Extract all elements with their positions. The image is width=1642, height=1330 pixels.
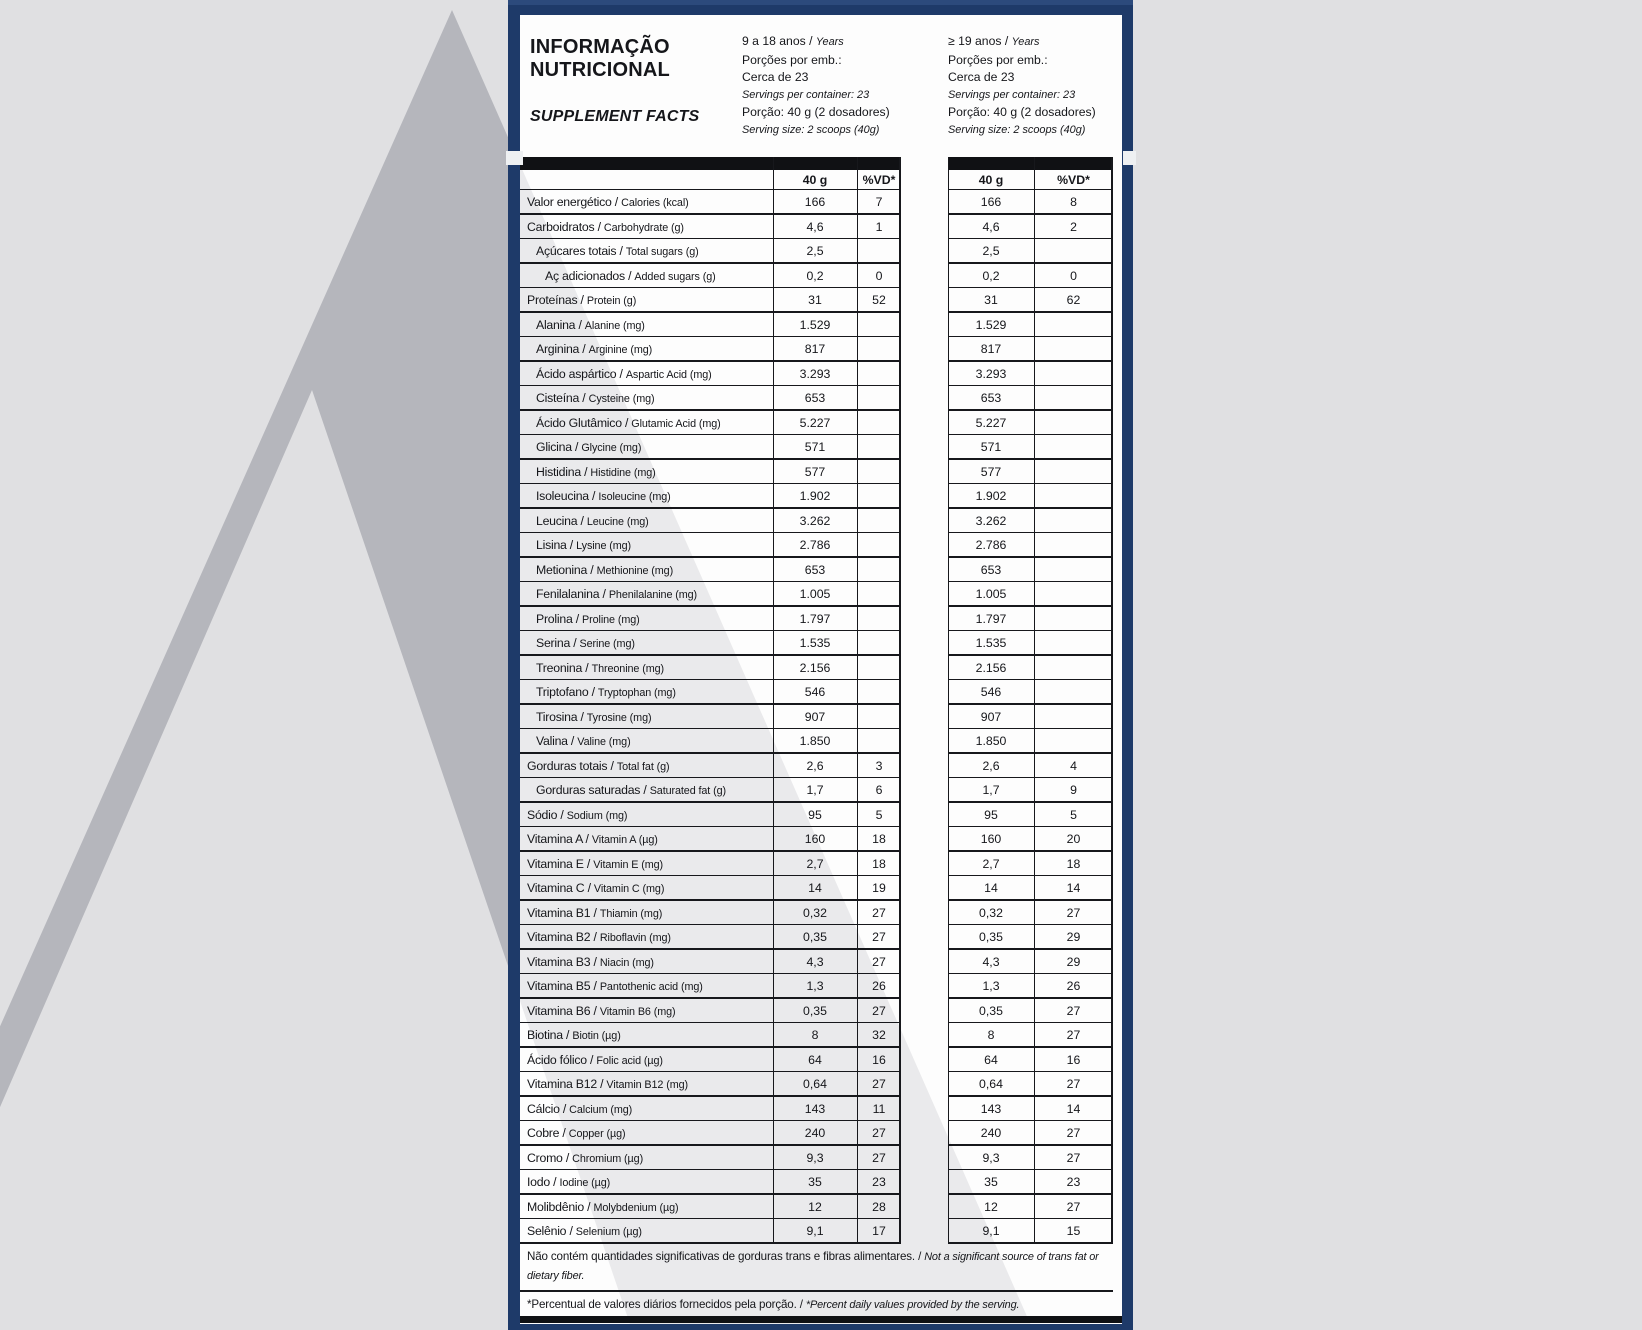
cell-dv-19plus: 0 <box>1070 268 1077 283</box>
cell-amount-19plus: 546 <box>980 685 1002 699</box>
row-label: Prolina / Proline (mg) <box>536 611 640 626</box>
cell-amount-19plus: 166 <box>980 195 1002 209</box>
cell-amount-19plus: 2.156 <box>975 660 1007 675</box>
table-row <box>520 852 1122 877</box>
footnote-trans-fat: Não contém quantidades significativas de gorduras trans e fibras alimentares. / Not a significant source of trans fat or dietary fiber. <box>527 1250 1099 1282</box>
cell-dv-19plus: 5 <box>1070 807 1077 822</box>
table-row <box>520 827 1122 852</box>
cell-amount-19plus: 653 <box>980 391 1002 405</box>
table-bottom-border-group2 <box>948 1242 1113 1244</box>
cell-dv-19plus: 20 <box>1066 832 1081 846</box>
col-header-amount-group1: 40 g <box>802 173 828 187</box>
row-label: Vitamina B12 / Vitamin B12 (mg) <box>527 1077 689 1091</box>
table-row <box>520 558 1122 583</box>
row-label: Carboidratos / Carbohydrate (g) <box>527 219 684 234</box>
cell-dv-19plus: 27 <box>1066 1077 1081 1091</box>
table-row <box>520 533 1122 558</box>
cell-amount-19plus: 1,3 <box>982 979 1000 993</box>
col-header-dv-group2: %VD* <box>1057 173 1090 187</box>
label-bottom-frame <box>520 1316 1122 1323</box>
cell-amount-9-18: 143 <box>804 1101 826 1116</box>
cell-amount-19plus: 12 <box>984 1199 998 1214</box>
row-label: Cálcio / Calcium (mg) <box>527 1101 633 1116</box>
cell-amount-19plus: 3.293 <box>975 366 1007 381</box>
cell-amount-19plus: 907 <box>980 709 1002 724</box>
cell-dv-9-18: 52 <box>872 293 886 307</box>
table-row <box>520 362 1122 387</box>
cell-amount-19plus: 0,35 <box>979 1003 1003 1018</box>
cell-amount-19plus: 653 <box>980 562 1002 577</box>
cell-amount-19plus: 64 <box>984 1052 998 1067</box>
cell-dv-19plus: 62 <box>1066 293 1081 307</box>
row-label: Tirosina / Tyrosine (mg) <box>536 709 652 724</box>
table-row <box>520 925 1122 950</box>
cell-amount-9-18: 1.850 <box>799 734 831 748</box>
row-label: Ácido fólico / Folic acid (µg) <box>527 1052 663 1067</box>
cell-amount-19plus: 1.005 <box>975 587 1007 601</box>
cell-amount-9-18: 2,5 <box>806 244 824 258</box>
row-label: Histidina / Histidine (mg) <box>536 464 656 479</box>
cell-dv-9-18: 18 <box>872 856 886 871</box>
row-label: Sódio / Sodium (mg) <box>527 807 628 822</box>
cell-amount-9-18: 64 <box>808 1052 822 1067</box>
row-label: Valina / Valine (mg) <box>536 734 631 748</box>
row-label: Isoleucina / Isoleucine (mg) <box>536 489 671 503</box>
cell-dv-19plus: 27 <box>1066 1028 1081 1042</box>
footnote-percent-dv: *Percentual de valores diários fornecidos pela porção. / *Percent daily values provided by the serving. <box>527 1298 1020 1311</box>
cell-amount-19plus: 160 <box>980 832 1002 846</box>
cell-amount-9-18: 2,6 <box>806 758 824 773</box>
cell-amount-19plus: 4,6 <box>982 219 1000 234</box>
cell-amount-9-18: 0,64 <box>803 1077 827 1091</box>
cell-amount-19plus: 0,32 <box>979 905 1003 920</box>
cell-amount-19plus: 0,64 <box>979 1077 1003 1091</box>
cell-dv-19plus: 15 <box>1066 1224 1081 1238</box>
row-label: Ácido Glutâmico / Glutamic Acid (mg) <box>536 415 721 430</box>
row-label: Selênio / Selenium (µg) <box>527 1224 642 1238</box>
table-row <box>520 239 1122 264</box>
table-row <box>520 1219 1122 1244</box>
cell-amount-19plus: 14 <box>984 881 998 895</box>
cell-dv-9-18: 27 <box>872 1077 886 1091</box>
cell-dv-9-18: 27 <box>872 1126 886 1140</box>
cell-dv-9-18: 6 <box>875 783 883 797</box>
table-row <box>520 1023 1122 1048</box>
table-row <box>520 288 1122 313</box>
cell-amount-9-18: 12 <box>808 1199 822 1214</box>
table-row <box>520 607 1122 632</box>
cell-dv-19plus: 23 <box>1066 1175 1081 1189</box>
registration-notch-right <box>1123 151 1136 165</box>
table-row <box>520 386 1122 411</box>
cell-dv-9-18: 1 <box>875 219 883 234</box>
table-row <box>520 803 1122 828</box>
cell-amount-19plus: 143 <box>980 1101 1002 1116</box>
serving-info-19plus: ≥ 19 anos / Years Porções por emb.: Cerca de 23 Servings per container: 23 Porção: 40 g (2 dosadores) Serving size: 2 scoops (40g) <box>948 34 1096 136</box>
cell-amount-9-18: 0,32 <box>803 905 827 920</box>
table-row <box>520 901 1122 926</box>
row-label: Alanina / Alanine (mg) <box>536 317 645 332</box>
table-row <box>520 656 1122 681</box>
cell-amount-9-18: 14 <box>808 881 822 895</box>
cell-amount-9-18: 95 <box>808 807 822 822</box>
cell-amount-9-18: 1.535 <box>799 636 831 650</box>
cell-amount-19plus: 8 <box>987 1028 995 1042</box>
row-label: Valor energético / Calories (kcal) <box>527 195 689 209</box>
cell-dv-19plus: 26 <box>1066 979 1081 993</box>
cell-amount-9-18: 8 <box>811 1028 819 1042</box>
table-row <box>520 1097 1122 1122</box>
table-row <box>520 1195 1122 1220</box>
cell-dv-9-18: 27 <box>872 930 886 944</box>
table-row <box>520 974 1122 999</box>
cell-dv-19plus: 27 <box>1066 1150 1081 1165</box>
table-top-bar-group2 <box>948 157 1113 170</box>
row-label: Biotina / Biotin (µg) <box>527 1028 621 1042</box>
cell-amount-19plus: 817 <box>980 342 1002 356</box>
row-label: Aç adicionados / Added sugars (g) <box>545 268 716 283</box>
row-label: Açúcares totais / Total sugars (g) <box>536 244 699 258</box>
row-label: Fenilalanina / Phenilalanine (mg) <box>536 587 698 601</box>
table-row <box>520 484 1122 509</box>
cell-amount-9-18: 571 <box>804 440 826 454</box>
cell-amount-19plus: 1.529 <box>975 317 1007 332</box>
cell-amount-19plus: 9,3 <box>982 1150 1000 1165</box>
cell-amount-9-18: 1.902 <box>799 489 831 503</box>
table-top-bar-group1 <box>520 157 901 170</box>
cell-amount-9-18: 817 <box>804 342 826 356</box>
row-label: Vitamina A / Vitamin A (µg) <box>527 832 658 846</box>
cell-dv-9-18: 16 <box>872 1052 886 1067</box>
table-row <box>520 680 1122 705</box>
cell-amount-9-18: 4,3 <box>806 954 824 969</box>
row-label: Vitamina B3 / Niacin (mg) <box>527 954 654 969</box>
cell-amount-9-18: 1.797 <box>799 611 831 626</box>
cell-amount-19plus: 1,7 <box>982 783 1000 797</box>
row-label: Leucina / Leucine (mg) <box>536 513 649 528</box>
row-label: Vitamina E / Vitamin E (mg) <box>527 856 664 871</box>
cell-amount-9-18: 9,3 <box>806 1150 824 1165</box>
table-row <box>520 754 1122 779</box>
label-subtitle: SUPPLEMENT FACTS <box>530 108 700 125</box>
cell-amount-19plus: 0,35 <box>979 930 1003 944</box>
footnote-divider <box>520 1290 1113 1292</box>
row-label: Proteínas / Protein (g) <box>527 293 637 307</box>
cell-dv-19plus: 4 <box>1070 758 1077 773</box>
cell-amount-19plus: 5.227 <box>975 415 1007 430</box>
cell-amount-19plus: 1.850 <box>975 734 1007 748</box>
cell-amount-9-18: 160 <box>804 832 826 846</box>
row-label: Ácido aspártico / Aspartic Acid (mg) <box>536 366 712 381</box>
cell-amount-19plus: 2,5 <box>982 244 1000 258</box>
cell-amount-9-18: 0,2 <box>806 268 824 283</box>
cell-amount-9-18: 5.227 <box>799 415 831 430</box>
cell-amount-9-18: 1,3 <box>806 979 824 993</box>
cell-dv-19plus: 29 <box>1066 954 1081 969</box>
cell-amount-9-18: 2.786 <box>799 538 831 552</box>
cell-amount-9-18: 653 <box>804 562 826 577</box>
cell-dv-9-18: 27 <box>872 1150 886 1165</box>
cell-amount-9-18: 577 <box>804 464 826 479</box>
row-label: Lisina / Lysine (mg) <box>536 538 632 552</box>
cell-dv-9-18: 27 <box>872 1003 886 1018</box>
row-label: Treonina / Threonine (mg) <box>536 660 664 675</box>
col-header-dv-group1: %VD* <box>862 173 896 187</box>
table-row <box>520 435 1122 460</box>
cell-amount-9-18: 907 <box>804 709 826 724</box>
cell-dv-9-18: 17 <box>872 1224 886 1238</box>
registration-notch-left <box>506 151 523 165</box>
cell-amount-9-18: 546 <box>804 685 826 699</box>
cell-amount-19plus: 240 <box>980 1126 1002 1140</box>
table-row <box>520 876 1122 901</box>
cell-amount-9-18: 31 <box>808 293 822 307</box>
cell-dv-9-18: 28 <box>872 1199 886 1214</box>
table-row <box>520 582 1122 607</box>
cell-amount-9-18: 3.262 <box>799 513 831 528</box>
cell-amount-9-18: 0,35 <box>803 930 827 944</box>
cell-dv-19plus: 14 <box>1066 881 1081 895</box>
cell-amount-9-18: 166 <box>804 195 826 209</box>
table-row <box>520 729 1122 754</box>
cell-amount-19plus: 2,6 <box>982 758 1000 773</box>
table-row <box>520 460 1122 485</box>
cell-dv-19plus: 18 <box>1066 856 1081 871</box>
cell-dv-19plus: 27 <box>1066 905 1081 920</box>
cell-amount-9-18: 1.005 <box>799 587 831 601</box>
row-label: Vitamina B5 / Pantothenic acid (mg) <box>527 979 703 993</box>
serving-info-9-18: 9 a 18 anos / Years Porções por emb.: Cerca de 23 Servings per container: 23 Porção: 40 g (2 dosadores) Serving size: 2 scoops (40g) <box>742 34 890 136</box>
cell-amount-19plus: 0,2 <box>982 268 1000 283</box>
cell-amount-19plus: 577 <box>980 464 1002 479</box>
row-label: Cobre / Copper (µg) <box>527 1126 626 1140</box>
table-row <box>520 705 1122 730</box>
row-label: Serina / Serine (mg) <box>536 636 635 650</box>
row-label: Vitamina B2 / Riboflavin (mg) <box>527 930 671 944</box>
cell-amount-19plus: 9,1 <box>982 1224 1000 1238</box>
table-row <box>520 1072 1122 1097</box>
cell-dv-9-18: 0 <box>875 268 883 283</box>
row-label: Iodo / Iodine (µg) <box>527 1175 611 1189</box>
cell-dv-19plus: 8 <box>1070 195 1077 209</box>
cell-dv-9-18: 23 <box>872 1175 886 1189</box>
cell-dv-19plus: 16 <box>1066 1052 1081 1067</box>
row-label: Glicina / Glycine (mg) <box>536 440 642 454</box>
table-row <box>520 1146 1122 1171</box>
cell-amount-9-18: 9,1 <box>806 1224 824 1238</box>
table-row <box>520 999 1122 1024</box>
cell-dv-9-18: 19 <box>872 881 886 895</box>
cell-dv-9-18: 18 <box>872 832 886 846</box>
cell-dv-19plus: 9 <box>1070 783 1077 797</box>
cell-amount-19plus: 31 <box>984 293 998 307</box>
cell-dv-19plus: 27 <box>1066 1199 1081 1214</box>
table-row <box>520 950 1122 975</box>
cell-amount-19plus: 1.535 <box>975 636 1007 650</box>
cell-dv-19plus: 27 <box>1066 1003 1081 1018</box>
row-label: Vitamina C / Vitamin C (mg) <box>527 881 665 895</box>
table-row <box>520 190 1122 215</box>
table-row <box>520 264 1122 289</box>
cell-dv-9-18: 27 <box>872 905 886 920</box>
cell-amount-9-18: 35 <box>808 1175 822 1189</box>
cell-amount-9-18: 0,35 <box>803 1003 827 1018</box>
cell-dv-9-18: 5 <box>875 807 883 822</box>
cell-amount-9-18: 4,6 <box>806 219 824 234</box>
table-row <box>520 509 1122 534</box>
cell-amount-9-18: 240 <box>804 1126 826 1140</box>
table-row <box>520 215 1122 240</box>
cell-dv-19plus: 27 <box>1066 1126 1081 1140</box>
cell-amount-9-18: 3.293 <box>799 366 831 381</box>
cell-amount-9-18: 1.529 <box>799 317 831 332</box>
cell-dv-9-18: 3 <box>875 758 883 773</box>
table-row <box>520 778 1122 803</box>
table-row <box>520 411 1122 436</box>
col-header-amount-group2: 40 g <box>978 173 1004 187</box>
cell-amount-9-18: 2,7 <box>806 856 824 871</box>
table-row <box>520 1048 1122 1073</box>
cell-dv-19plus: 29 <box>1066 930 1081 944</box>
row-label: Metionina / Methionine (mg) <box>536 562 674 577</box>
cell-amount-19plus: 2.786 <box>975 538 1007 552</box>
label-title: INFORMAÇÃO NUTRICIONAL <box>530 36 670 81</box>
cell-amount-19plus: 2,7 <box>982 856 1000 871</box>
cell-amount-19plus: 4,3 <box>982 954 1000 969</box>
row-label: Gorduras saturadas / Saturated fat (g) <box>536 783 727 797</box>
cell-amount-19plus: 1.902 <box>975 489 1007 503</box>
cell-amount-19plus: 35 <box>984 1175 998 1189</box>
table-row <box>520 1121 1122 1146</box>
row-label: Gorduras totais / Total fat (g) <box>527 758 670 773</box>
table-row <box>520 337 1122 362</box>
row-label: Arginina / Arginine (mg) <box>536 342 653 356</box>
row-label: Vitamina B1 / Thiamin (mg) <box>527 905 663 920</box>
table-row <box>520 313 1122 338</box>
cell-dv-9-18: 32 <box>872 1028 886 1042</box>
cell-dv-19plus: 2 <box>1070 219 1077 234</box>
table-row <box>520 1170 1122 1195</box>
row-label: Cromo / Chromium (µg) <box>527 1150 644 1165</box>
table-bottom-border-group1 <box>520 1242 901 1244</box>
cell-dv-9-18: 27 <box>872 954 886 969</box>
cell-amount-9-18: 653 <box>804 391 826 405</box>
cell-dv-9-18: 7 <box>875 195 883 209</box>
row-label: Vitamina B6 / Vitamin B6 (mg) <box>527 1003 676 1018</box>
cell-dv-9-18: 11 <box>872 1101 886 1116</box>
cell-amount-19plus: 95 <box>984 807 998 822</box>
cell-dv-19plus: 14 <box>1066 1101 1081 1116</box>
cell-amount-9-18: 1,7 <box>806 783 824 797</box>
cell-dv-9-18: 26 <box>872 979 886 993</box>
row-label: Triptofano / Tryptophan (mg) <box>536 685 676 699</box>
table-row <box>520 631 1122 656</box>
cell-amount-19plus: 3.262 <box>975 513 1007 528</box>
cell-amount-19plus: 1.797 <box>975 611 1007 626</box>
cell-amount-9-18: 2.156 <box>799 660 831 675</box>
row-label: Molibdênio / Molybdenium (µg) <box>527 1199 679 1214</box>
row-label: Cisteína / Cysteine (mg) <box>536 391 655 405</box>
cell-amount-19plus: 571 <box>980 440 1002 454</box>
